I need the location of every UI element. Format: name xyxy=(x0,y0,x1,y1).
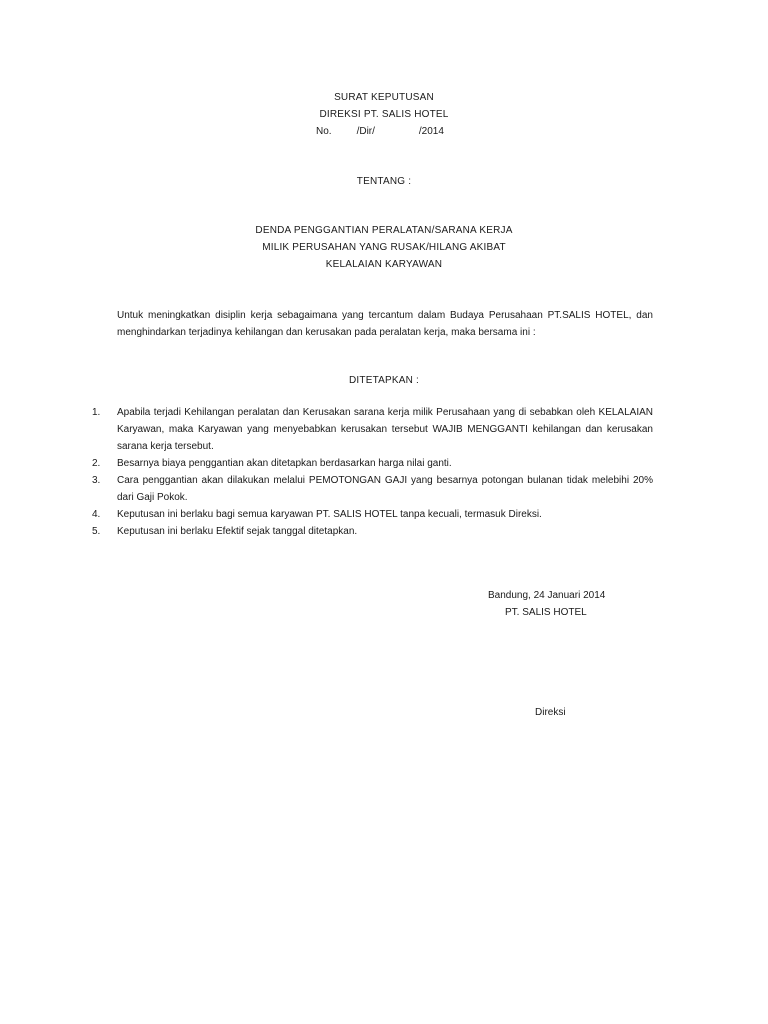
signatory-title: Direksi xyxy=(535,707,566,718)
list-item-number: 2. xyxy=(92,458,101,469)
subject-line-3: KELALAIAN KARYAWAN xyxy=(325,259,443,270)
list-item-number: 1. xyxy=(92,407,101,418)
document-title: SURAT KEPUTUSAN xyxy=(334,92,434,103)
list-item xyxy=(92,506,653,523)
subject-line-1: DENDA PENGGANTIAN PERALATAN/SARANA KERJA xyxy=(255,225,513,236)
list-item-text: Keputusan ini berlaku bagi semua karyawan PT. SALIS HOTEL tanpa kecuali, termasuk Direksi. xyxy=(117,509,542,520)
list-item xyxy=(92,455,653,472)
list-item xyxy=(92,523,653,540)
number-year: /2014 xyxy=(418,126,444,137)
issuer-line: DIREKSI PT. SALIS HOTEL xyxy=(319,109,449,120)
decision-list xyxy=(92,404,653,540)
list-item-text: Apabila terjadi Kehilangan peralatan dan Kerusakan sarana kerja milik Perusahaan yang di sebabkan oleh KELALAIAN Karyawan, maka Karyawan yang menyebabkan kerusakan tersebut WAJIB MENGGANTI kehilangan dan kerusakan sarana kerja tersebut. xyxy=(117,407,653,452)
signature-place-date: Bandung, 24 Januari 2014 xyxy=(488,590,606,601)
list-item-number: 4. xyxy=(92,509,101,520)
list-item-text: Besarnya biaya penggantian akan ditetapkan berdasarkan harga nilai ganti. xyxy=(117,458,452,469)
number-mid: /Dir/ xyxy=(356,126,375,137)
intro-paragraph: Untuk meningkatkan disiplin kerja sebagaimana yang tercantum dalam Budaya Perusahaan PT.SALIS HOTEL, dan menghindarkan terjadinya kehilangan dan kerusakan pada peralatan kerja, maka bersama ini : xyxy=(117,310,653,338)
subject-label: TENTANG : xyxy=(356,176,412,187)
list-item-number: 3. xyxy=(92,475,101,486)
subject-line-2: MILIK PERUSAHAN YANG RUSAK/HILANG AKIBAT xyxy=(262,242,506,253)
list-item xyxy=(92,404,653,455)
signature-company: PT. SALIS HOTEL xyxy=(505,607,587,618)
number-prefix: No. xyxy=(316,126,332,137)
list-item-text: Cara penggantian akan dilakukan melalui PEMOTONGAN GAJI yang besarnya potongan bulanan tidak melebihi 20% dari Gaji Pokok. xyxy=(117,475,653,503)
decision-label: DITETAPKAN : xyxy=(348,375,419,386)
decree-number xyxy=(316,126,444,137)
list-item xyxy=(92,472,653,506)
list-item-text: Keputusan ini berlaku Efektif sejak tanggal ditetapkan. xyxy=(117,526,358,537)
list-item-number: 5. xyxy=(92,526,101,537)
